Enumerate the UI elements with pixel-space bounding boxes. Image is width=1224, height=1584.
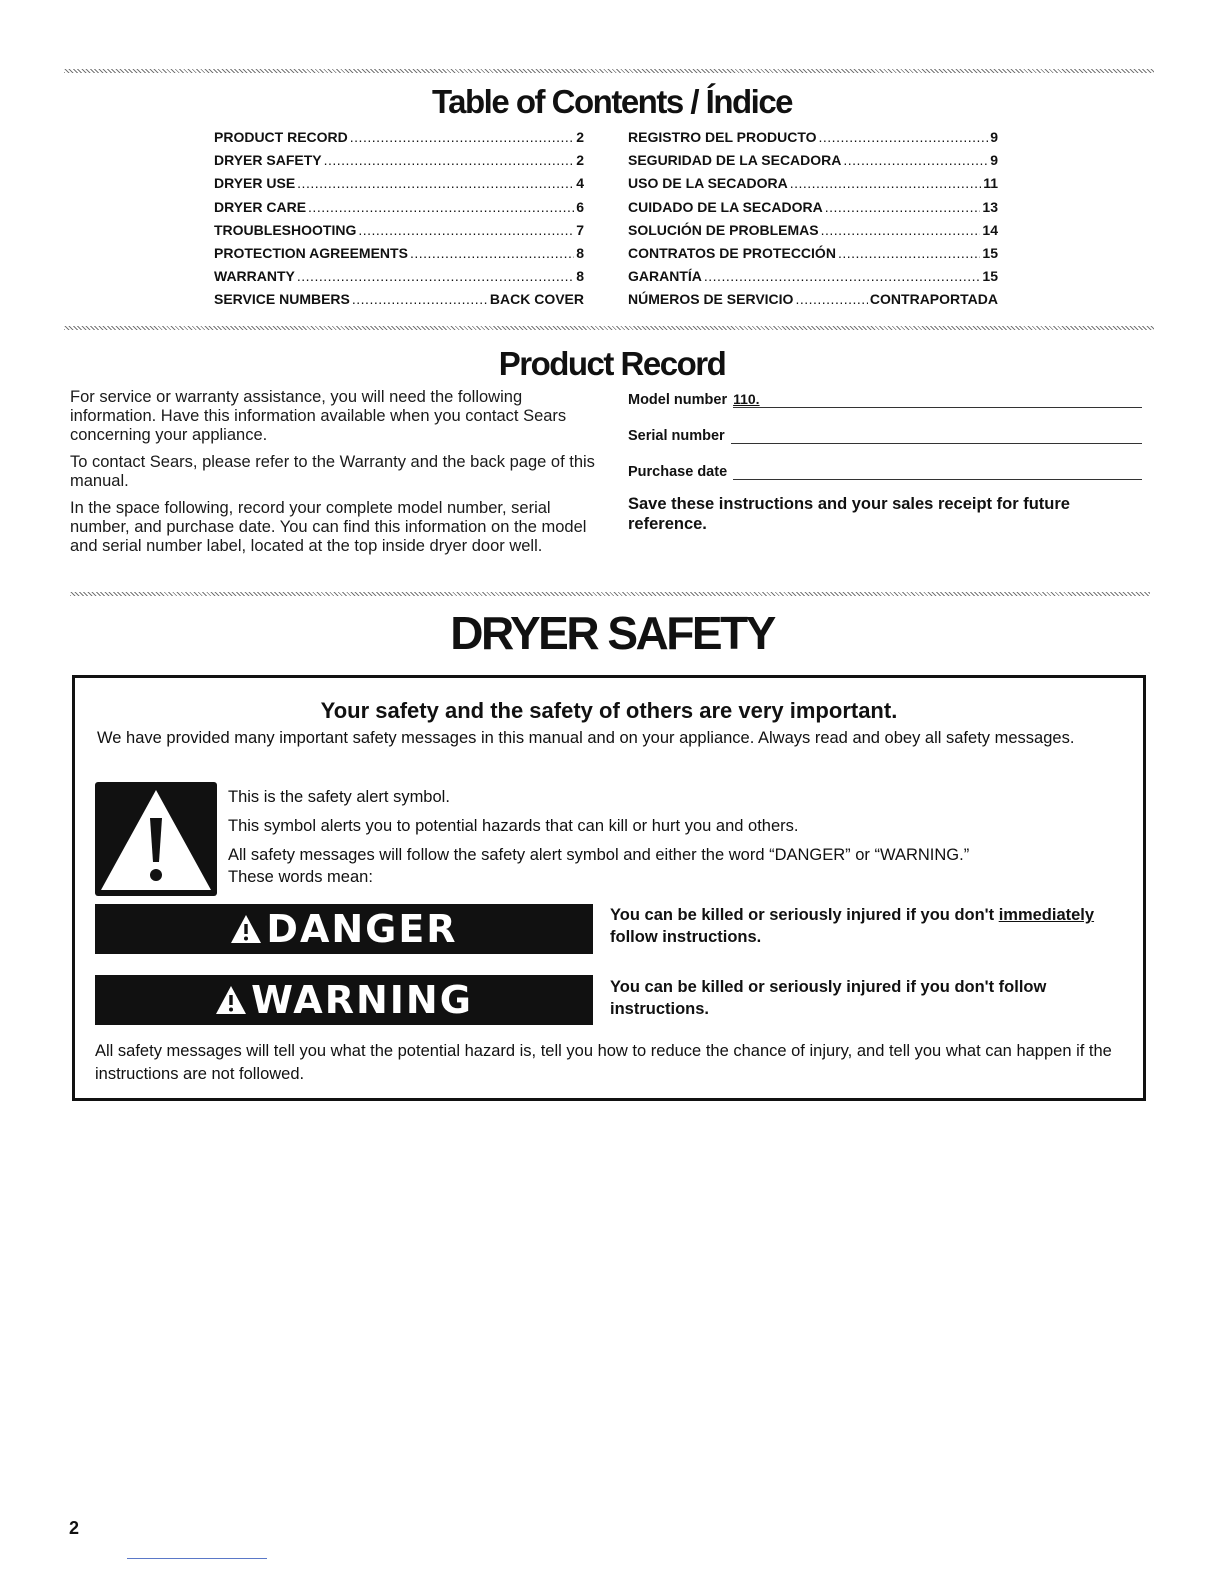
- product-record-text: [70, 388, 600, 564]
- toc-title: Table of Contents / Índice: [431, 83, 793, 120]
- toc-item[interactable]: TROUBLESHOOTING ..... 7: [214, 219, 584, 242]
- divider-rule: [70, 592, 1150, 596]
- serial-number-line[interactable]: [731, 427, 1142, 444]
- model-number-label: Model number: [628, 392, 728, 408]
- purchase-date-label: Purchase date: [628, 464, 728, 480]
- alert-line: All safety messages will follow the safety alert symbol and either the word “DANGER” or “WARNING.”: [228, 846, 970, 864]
- toc-item[interactable]: GARANTÍA ..... 15: [628, 265, 998, 288]
- alert-explanation: [228, 786, 1108, 888]
- paragraph: In the space following, record your complete model number, serial number, and purchase date. You can find this information on the model and serial number label, located at the top inside dryer door well.: [70, 499, 587, 555]
- purchase-date-field[interactable]: [628, 458, 1142, 480]
- safety-alert-icon: [95, 782, 217, 896]
- toc-english: [214, 126, 584, 312]
- toc-item[interactable]: SERVICE NUMBERS ..... BACK COVER: [214, 288, 584, 311]
- divider-rule: [64, 326, 1154, 330]
- purchase-date-line[interactable]: [733, 463, 1142, 480]
- paragraph: To contact Sears, please refer to the Warranty and the back page of this manual.: [70, 453, 595, 490]
- toc-item[interactable]: SOLUCIÓN DE PROBLEMAS ..... 14: [628, 219, 998, 242]
- toc-item[interactable]: REGISTRO DEL PRODUCTO ..... 9: [628, 126, 998, 149]
- toc-item[interactable]: CONTRATOS DE PROTECCIÓN ..... 15: [628, 242, 998, 265]
- footer-rule: [127, 1558, 267, 1559]
- toc-item[interactable]: CUIDADO DE LA SECADORA ..... 13: [628, 196, 998, 219]
- alert-triangle-icon: [215, 985, 247, 1015]
- serial-number-label: Serial number: [628, 428, 725, 444]
- model-number-line[interactable]: [733, 391, 1142, 408]
- alert-line: This symbol alerts you to potential hazards that can kill or hurt you and others.: [228, 817, 799, 835]
- warning-banner: [95, 975, 593, 1025]
- page-number: 2: [69, 1518, 80, 1538]
- toc-item[interactable]: NÚMEROS DE SERVICIO ..... CONTRAPORTADA: [628, 288, 998, 311]
- paragraph: For service or warranty assistance, you will need the following information. Have this information available when you contact Sears concerning your appliance.: [70, 388, 567, 444]
- toc-item[interactable]: WARRANTY ..... 8: [214, 265, 584, 288]
- alert-line: This is the safety alert symbol.: [228, 788, 450, 806]
- safety-subtitle: Your safety and the safety of others are very important.: [320, 698, 898, 723]
- danger-description: You can be killed or seriously injured if you don't immediately follow instructions.: [610, 906, 1095, 946]
- toc-item[interactable]: PROTECTION AGREEMENTS ..... 8: [214, 242, 584, 265]
- divider-rule: [64, 69, 1154, 73]
- product-record-title: Product Record: [498, 345, 726, 382]
- toc-item[interactable]: DRYER SAFETY ..... 2: [214, 149, 584, 172]
- toc-spanish: [628, 126, 998, 312]
- warning-label: WARNING: [251, 978, 473, 1022]
- danger-label: DANGER: [266, 907, 458, 951]
- danger-banner: [95, 904, 593, 954]
- toc-item[interactable]: DRYER CARE ..... 6: [214, 196, 584, 219]
- model-number-value: 110.: [733, 391, 760, 407]
- save-note: Save these instructions and your sales receipt for future reference.: [628, 495, 1070, 533]
- warning-description: You can be killed or seriously injured if you don't follow instructions.: [610, 978, 1047, 1018]
- toc-item[interactable]: SEGURIDAD DE LA SECADORA ..... 9: [628, 149, 998, 172]
- serial-number-field[interactable]: [628, 422, 1142, 444]
- toc-item[interactable]: DRYER USE ..... 4: [214, 172, 584, 195]
- alert-line: These words mean:: [228, 868, 373, 886]
- alert-triangle-icon: [230, 914, 262, 944]
- safety-outro: All safety messages will tell you what the potential hazard is, tell you how to reduce the chance of injury, and tell you what can happen if the instructions are not followed.: [95, 1042, 1112, 1083]
- model-number-field[interactable]: [628, 386, 1142, 408]
- toc-item[interactable]: USO DE LA SECADORA ..... 11: [628, 172, 998, 195]
- safety-intro: We have provided many important safety messages in this manual and on your appliance. Always read and obey all safety messages.: [97, 729, 1075, 747]
- dryer-safety-title: DRYER SAFETY: [450, 607, 774, 659]
- toc-item[interactable]: PRODUCT RECORD ..... 2: [214, 126, 584, 149]
- safety-box: [72, 675, 1146, 1101]
